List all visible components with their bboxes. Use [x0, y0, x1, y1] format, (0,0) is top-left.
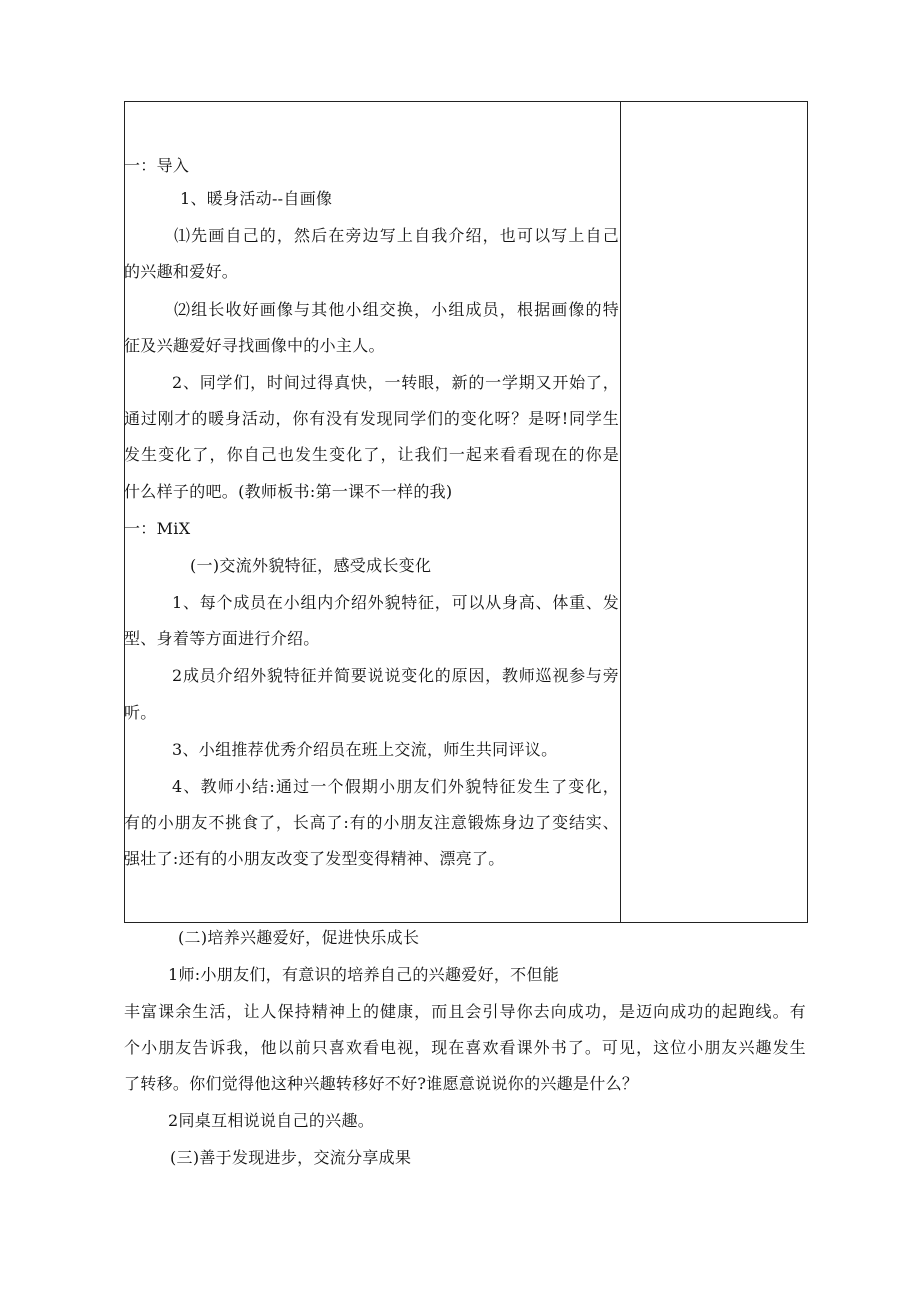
- s1-item4-c: 强壮了:还有的小朋友改变了发型变得精神、漂亮了。: [124, 849, 505, 868]
- section3-title: (三)善于发现进步，交流分享成果: [170, 1148, 412, 1167]
- item2-b: 通过刚才的暖身活动，你有没有发现同学们的变化呀？是呀!同学生: [124, 409, 619, 428]
- item2-a: 2、同学们，时间过得真快，一转眼，新的一学期又开始了，: [172, 373, 619, 392]
- lesson-table: [124, 101, 808, 923]
- s2-item1-a: 1师:小朋友们，有意识的培养自己的兴趣爱好，不但能: [168, 965, 560, 984]
- s2-item1-b: 丰富课余生活，让人保持精神上的健康，而且会引导你去向成功，是迈向成功的起跑线。有: [124, 1002, 806, 1021]
- s1-item4-b: 有的小朋友不挑食了，长高了:有的小朋友注意锻炼身边了变结实、: [124, 813, 619, 832]
- s2-item1-d: 了转移。你们觉得他这种兴趣转移好不好?谁愿意说说你的兴趣是什么？: [124, 1074, 639, 1093]
- s1-item2-b: 听。: [124, 703, 157, 722]
- s1-item1-a: 1、每个成员在小组内介绍外貌特征，可以从身高、体重、发: [172, 593, 619, 612]
- item2-d: 什么样子的吧。(教师板书:第一课不一样的我): [124, 482, 453, 501]
- heading-intro: 一：导入: [124, 156, 190, 175]
- item1-sub2-b: 征及兴趣爱好寻找画像中的小主人。: [124, 336, 385, 355]
- table-column-divider: [620, 101, 621, 923]
- item1-sub2-a: ⑵组长收好画像与其他小组交换，小组成员，根据画像的特: [174, 300, 619, 319]
- item1-sub1-a: ⑴先画自己的，然后在旁边写上自我介绍，也可以写上自己: [174, 226, 619, 245]
- item2-c: 发生变化了，你自己也发生变化了，让我们一起来看看现在的你是: [124, 445, 619, 464]
- section2-title: (二)培养兴趣爱好，促进快乐成长: [178, 928, 420, 947]
- section1-title: (一)交流外貌特征，感受成长变化: [190, 556, 432, 575]
- s2-item2: 2同桌互相说说自己的兴趣。: [168, 1111, 375, 1130]
- s1-item2-a: 2成员介绍外貌特征并简要说说变化的原因，教师巡视参与旁: [172, 666, 619, 685]
- item1: 1、暖身活动--自画像: [180, 189, 333, 208]
- s1-item4-a: 4、教师小结:通过一个假期小朋友们外貌特征发生了变化，: [172, 777, 619, 796]
- item1-sub1-b: 的兴趣和爱好。: [124, 262, 239, 281]
- s2-item1-c: 个小朋友告诉我，他以前只喜欢看电视，现在喜欢看课外书了。可见，这位小朋友兴趣发生: [124, 1038, 806, 1057]
- s1-item1-b: 型、身着等方面进行介绍。: [124, 629, 320, 648]
- s1-item3: 3、小组推荐优秀介绍员在班上交流，师生共同评议。: [172, 740, 558, 759]
- heading-2: 一：MiX: [124, 519, 191, 538]
